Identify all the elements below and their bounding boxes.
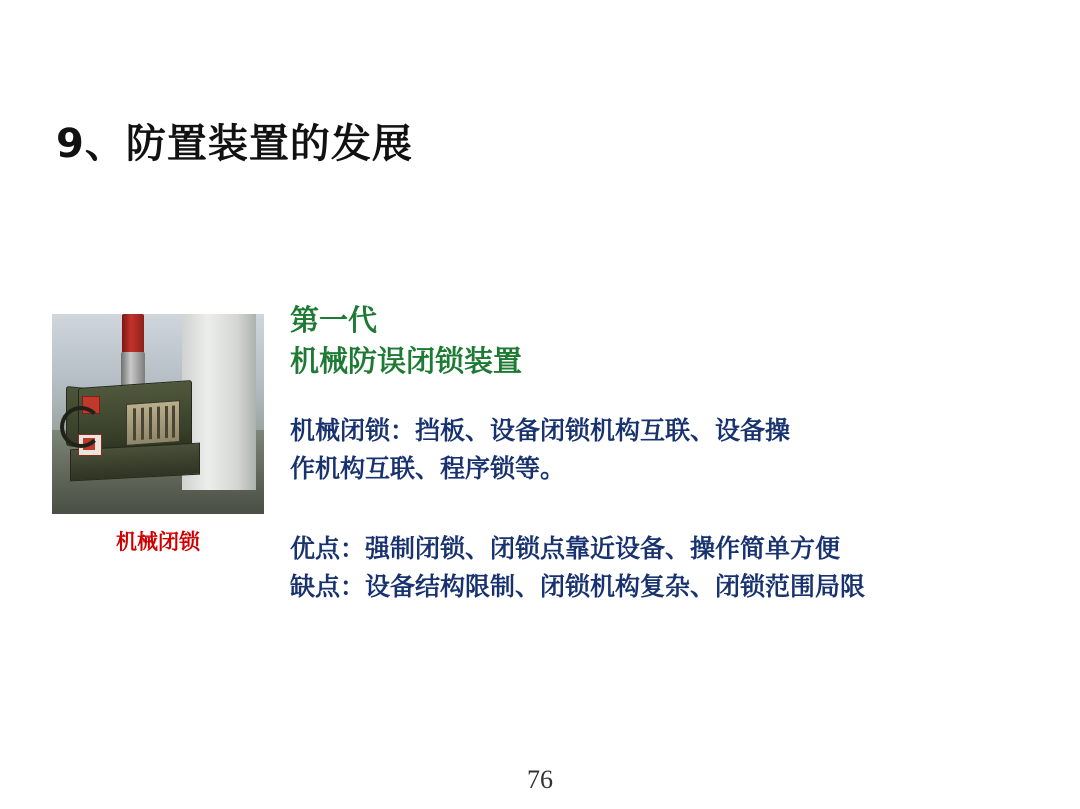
generation-heading-line-1: 第一代 — [290, 303, 378, 337]
photo-cable-loop — [60, 406, 102, 448]
photo-red-post — [122, 314, 144, 354]
paragraph-definition-line-1: 机械闭锁：挡板、设备闭锁机构互联、设备操 — [290, 416, 791, 446]
disadvantages-line: 缺点：设备结构限制、闭锁机构复杂、闭锁范围局限 — [290, 572, 866, 602]
generation-heading — [290, 300, 1050, 382]
photo-block — [52, 314, 264, 556]
paragraph-pros-cons — [290, 530, 1050, 606]
advantages-line: 优点：强制闭锁、闭锁点靠近设备、操作简单方便 — [290, 534, 841, 564]
mechanical-interlock-device-photo — [52, 314, 264, 514]
photo-contact-panel — [126, 400, 180, 446]
page-number: 76 — [527, 765, 553, 794]
paragraph-definition-line-2: 作机构互联、程序锁等。 — [290, 454, 566, 484]
generation-heading-line-2: 机械防误闭锁装置 — [290, 344, 523, 379]
paragraph-definition — [290, 412, 1050, 488]
content-block — [290, 300, 1050, 606]
page-title: 9、防置装置的发展 — [56, 121, 413, 167]
photo-caption: 机械闭锁 — [116, 530, 200, 554]
